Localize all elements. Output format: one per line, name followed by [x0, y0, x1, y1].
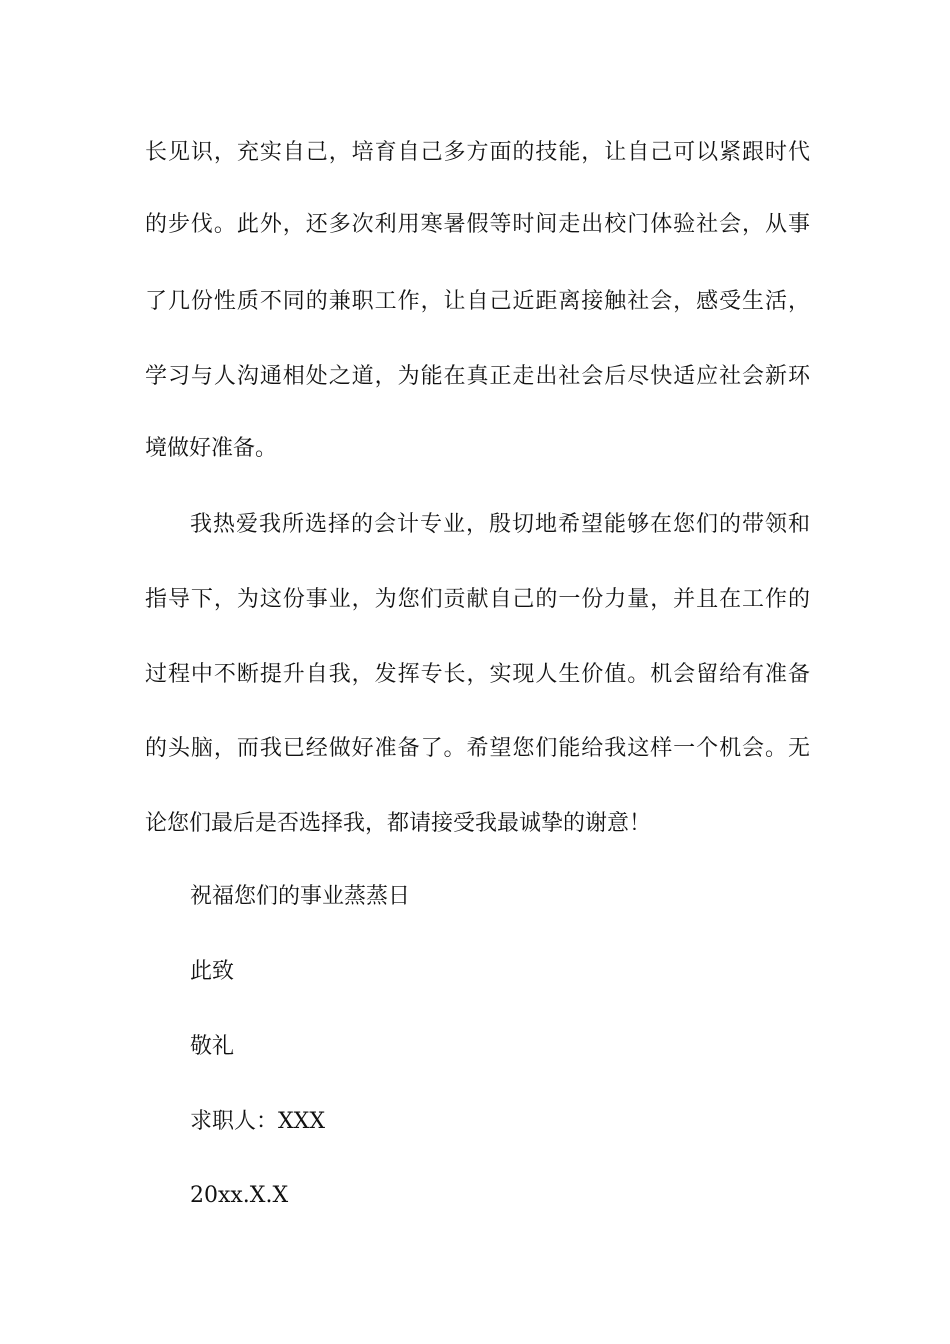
- paragraph-1-line-3: 了几份性质不同的兼职工作，让自己近距离接触社会，感受生活，: [145, 289, 810, 314]
- closing-salutation-2: 敬礼: [190, 1034, 235, 1059]
- paragraph-2-line-1: 我热爱我所选择的会计专业，殷切地希望能够在您们的带领和: [190, 512, 810, 537]
- closing-salutation-1: 此致: [190, 959, 235, 984]
- paragraph-2-line-4: 的头脑，而我已经做好准备了。希望您们能给我这样一个机会。无: [145, 736, 810, 761]
- paragraph-1-line-2: 的步伐。此外，还多次利用寒暑假等时间走出校门体验社会，从事: [145, 212, 810, 237]
- paragraph-1-line-1: 长见识，充实自己，培育自己多方面的技能，让自己可以紧跟时代: [145, 140, 810, 165]
- paragraph-1-line-5: 境做好准备。: [145, 436, 278, 461]
- paragraph-1-line-4: 学习与人沟通相处之道，为能在真正走出社会后尽快适应社会新环: [145, 364, 810, 389]
- signature: 求职人：XXX: [190, 1109, 325, 1134]
- paragraph-2-line-2: 指导下，为这份事业，为您们贡献自己的一份力量，并且在工作的: [145, 587, 810, 612]
- closing-wish: 祝福您们的事业蒸蒸日: [190, 884, 411, 909]
- paragraph-2-line-3: 过程中不断提升自我，发挥专长，实现人生价值。机会留给有准备: [145, 662, 810, 687]
- date: 20xx.X.X: [190, 1183, 289, 1208]
- paragraph-2-line-5: 论您们最后是否选择我，都请接受我最诚挚的谢意！: [145, 811, 652, 836]
